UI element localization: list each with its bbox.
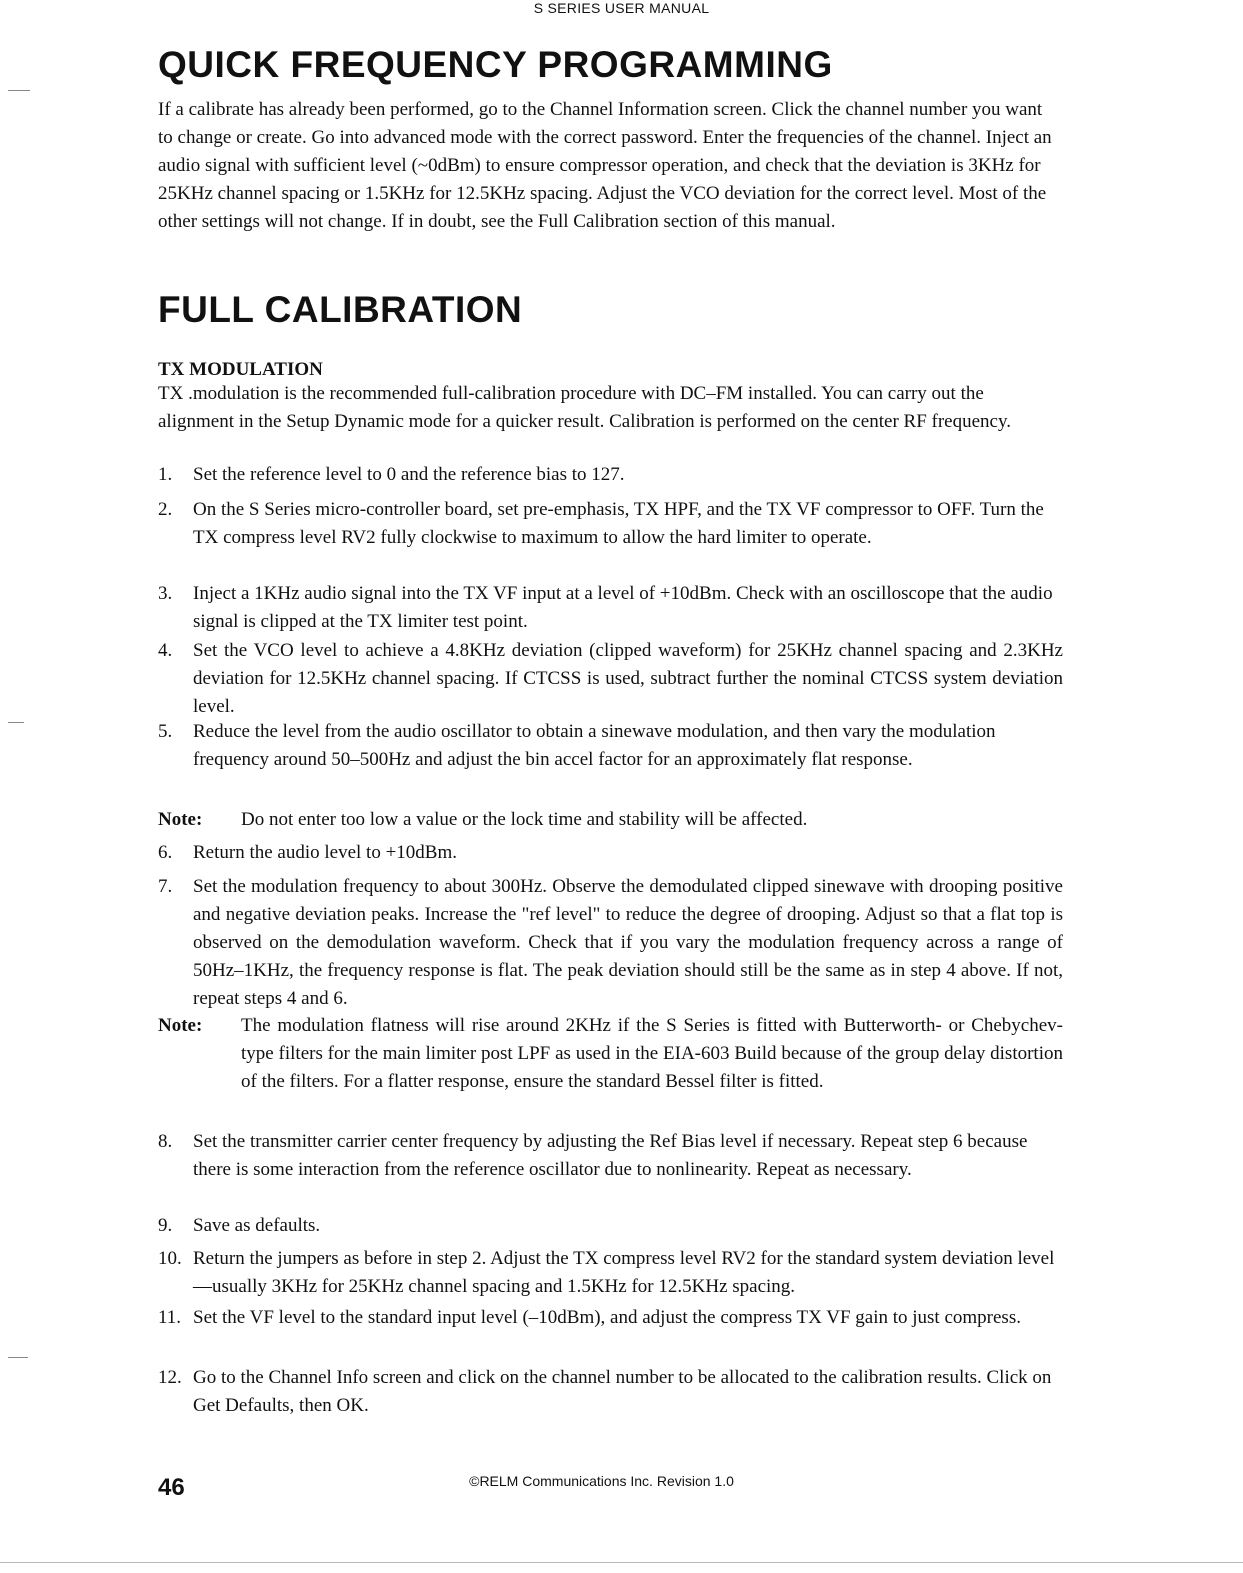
step-number: 2. (158, 499, 173, 520)
footer-copyright: ©RELM Communications Inc. Revision 1.0 (469, 1473, 734, 1489)
step-number: 10. (158, 1248, 182, 1269)
step-number: 4. (158, 640, 173, 661)
step-6 (158, 839, 1063, 867)
step-9 (158, 1212, 1063, 1240)
step-text: Set the transmitter carrier center frequency by adjusting the Ref Bias level if necessary. Repeat step 6 because there is some interaction from the reference oscillator due to nonlinearity. Repeat as necessary. (193, 1131, 1028, 1180)
step-text: Save as defaults. (193, 1215, 321, 1236)
note-2 (158, 1012, 1063, 1096)
step-number: 12. (158, 1367, 182, 1388)
note-1 (158, 806, 1063, 834)
step-text: Reduce the level from the audio oscillator to obtain a sinewave modulation, and then vary the modulation frequency around 50–500Hz and adjust the bin accel factor for an approximately flat response. (193, 721, 996, 770)
page-number: 46 (158, 1474, 185, 1501)
step-number: 3. (158, 583, 173, 604)
scan-margin-mark (8, 722, 24, 723)
step-3 (158, 580, 1063, 636)
step-7 (158, 873, 1063, 1013)
tx-modulation-intro: TX .modulation is the recommended full-calibration procedure with DC–FM installed. You can carry out the alignment in the Setup Dynamic mode for a quicker result. Calibration is performed on the center RF frequency. (158, 383, 1011, 432)
step-text: Set the modulation frequency to about 300Hz. Observe the demodulated clipped sinewave with drooping positive and negative deviation peaks. Increase the "ref level" to reduce the degree of drooping. Adjust so that a flat top is observed on the demodulation waveform. Check that if you vary the modulation frequency across a range of 50Hz–1KHz, the frequency response is flat. The peak deviation should still be the same as in step 4 above. If not, repeat steps 4 and 6. (193, 876, 1063, 1009)
step-number: 1. (158, 464, 173, 485)
step-text: Inject a 1KHz audio signal into the TX VF input at a level of +10dBm. Check with an oscilloscope that the audio signal is clipped at the TX limiter test point. (193, 583, 1053, 632)
section-title-quick-frequency: QUICK FREQUENCY PROGRAMMING (158, 44, 833, 85)
step-4 (158, 637, 1063, 721)
step-1 (158, 461, 1063, 489)
step-text: On the S Series micro-controller board, set pre-emphasis, TX HPF, and the TX VF compressor to OFF. Turn the TX compress level RV2 fully clockwise to maximum to allow the hard limiter to operate. (193, 499, 1044, 548)
scan-margin-mark (8, 90, 30, 91)
scan-bottom-edge (0, 1562, 1243, 1563)
step-5 (158, 718, 1063, 774)
step-text: Return the jumpers as before in step 2. Adjust the TX compress level RV2 for the standard system deviation level—usually 3KHz for 25KHz channel spacing and 1.5KHz for 12.5KHz spacing. (193, 1248, 1055, 1297)
step-text: Set the VCO level to achieve a 4.8KHz deviation (clipped waveform) for 25KHz channel spacing and 2.3KHz deviation for 12.5KHz channel spacing. If CTCSS is used, subtract further the nominal CTCSS system deviation level. (193, 640, 1063, 717)
subheading-tx-modulation: TX MODULATION (158, 359, 323, 380)
step-10 (158, 1245, 1063, 1301)
step-11 (158, 1304, 1063, 1332)
step-8 (158, 1128, 1063, 1184)
note-label: Note: (158, 809, 203, 830)
running-header: S SERIES USER MANUAL (533, 0, 710, 16)
step-number: 9. (158, 1215, 173, 1236)
step-number: 5. (158, 721, 173, 742)
step-number: 7. (158, 876, 173, 897)
step-number: 6. (158, 842, 173, 863)
step-number: 8. (158, 1131, 173, 1152)
step-text: Set the reference level to 0 and the reference bias to 127. (193, 464, 625, 485)
note-text: Do not enter too low a value or the lock time and stability will be affected. (241, 809, 808, 830)
step-text: Go to the Channel Info screen and click on the channel number to be allocated to the calibration results. Click on Get Defaults, then OK. (193, 1367, 1052, 1416)
step-number: 11. (158, 1307, 182, 1328)
note-text: The modulation flatness will rise around 2KHz if the S Series is fitted with Butterworth- or Chebychev-type filters for the main limiter post LPF as used in the EIA-603 Build because of the group delay distortion of the filters. For a flatter response, ensure the standard Bessel filter is fitted. (241, 1015, 1063, 1092)
quick-frequency-body: If a calibrate has already been performed, go to the Channel Information screen. Click the channel number you want to change or create. Go into advanced mode with the correct password. Enter the frequencies of the channel. Inject an audio signal with sufficient level (~0dBm) to ensure compressor operation, and check that the deviation is 3KHz for 25KHz channel spacing or 1.5KHz for 12.5KHz spacing. Adjust the VCO deviation for the correct level. Most of the other settings will not change. If in doubt, see the Full Calibration section of this manual. (158, 99, 1052, 232)
step-12 (158, 1364, 1063, 1420)
section-title-full-calibration: FULL CALIBRATION (158, 289, 523, 330)
step-text: Return the audio level to +10dBm. (193, 842, 458, 863)
note-label: Note: (158, 1015, 203, 1036)
step-text: Set the VF level to the standard input level (–10dBm), and adjust the compress TX VF gain to just compress. (193, 1307, 1021, 1328)
scan-margin-mark (8, 1357, 28, 1358)
step-2 (158, 496, 1063, 552)
